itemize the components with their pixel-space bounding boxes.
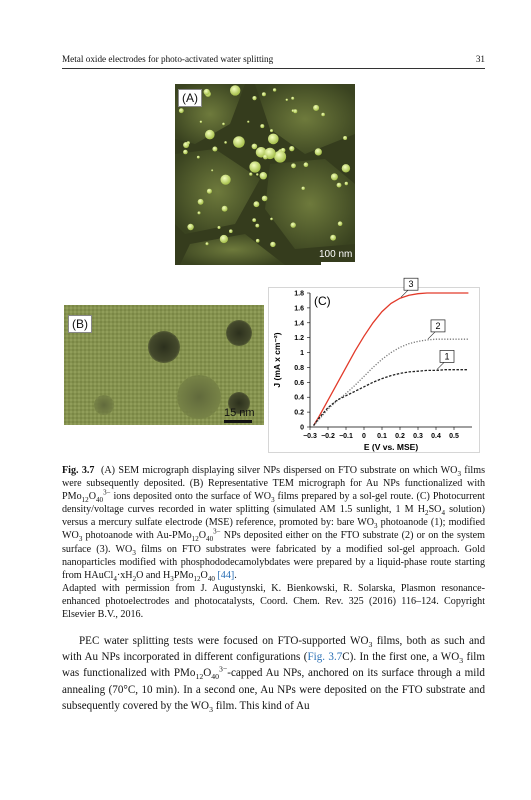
y-tick-label: 1.4 [294, 320, 304, 328]
header-rule [62, 68, 485, 69]
nanoparticle-dot [198, 199, 204, 205]
nanoparticle-dot [224, 141, 227, 144]
series-label-2: 2 [435, 320, 441, 331]
caption-text: Fig. 3.7 (A) SEM micrograph displaying silver NPs dispersed on FTO substrate on which $WO_3$ films were subsequently deposited. (B) Representative TEM micrograph for Au NPs functionalized with $PMo_{12}O_{40}^{3-}$ ions deposited onto the surface of $WO_3$ films prepared by a sol-gel route. (C) Photocurrent density/voltage curves recorded in water splitting (simulated AM 1.5 sunlight, 1 M $H_2SO_4$ solution) versus a mercury sulfate electrode (MSE) reference, promoted by: bare $WO_3$ photoanode (1); modified $WO_3$ photoanode with $Au-PMo_{12}O_{40}^{3-}$ NPs deposited either on the FTO substrate (2) or on the system surface (3). $WO_3$ films on FTO substrates were fabricated by a modified sol-gel approach. Gold nanoparticles modified with phosphododecamolybdates were prepared by a liquid-phase route starting from $HAuCl_4\cdot xH_2O$ and $H_3PMo_{12}O_{40}$ [44]. [62, 465, 486, 583]
nanoparticle-dot [211, 169, 213, 171]
x-tick-label: 0.3 [413, 433, 423, 440]
y-tick-label: 0.8 [294, 364, 304, 372]
nanoparticle-dot [315, 148, 322, 155]
nanoparticle-dot [221, 175, 231, 185]
scale-bar-b [224, 420, 252, 423]
nanoparticle-dot [302, 187, 305, 190]
nanoparticle-dot [342, 164, 350, 172]
nanoparticle-dot [273, 88, 276, 91]
body-text: PEC water splitting tests were focused on FTO-supported $WO_3$ films, both as such and with Au NPs incorporated in different configurations (Fig. 3.7C). In the first one, a $WO_3$ film was functionalized with $PMo_{12}O_{40}^{3-}$-capped Au NPs, anchored on its surface through a mild annealing (70°C, 10 min). In a second one, Au NPs were deposited on the FTO substrate and subsequently covered by the $WO_3$ film. This kind of Au [62, 635, 485, 715]
y-tick-label: 1.2 [294, 335, 304, 343]
nanoparticle-dot [222, 123, 225, 126]
nanoparticle-dot [274, 151, 286, 163]
panel-a-label: (A) [178, 89, 202, 107]
nanoparticle-dot [247, 121, 249, 123]
nanoparticle-dot [254, 201, 260, 207]
y-axis-label: J (mA x cm⁻²) [272, 332, 282, 388]
nanoparticle-dot [230, 85, 240, 95]
y-tick-label: 0.6 [294, 379, 304, 387]
nanoparticle-dot [205, 130, 215, 140]
nanoparticle-dot [270, 129, 273, 132]
scale-bar-a [321, 262, 355, 265]
nanoparticle-dot [291, 163, 296, 168]
y-tick-label: 0.4 [294, 394, 304, 402]
panel-b-label: (B) [68, 315, 92, 333]
figure-reference-link[interactable]: Fig. 3.7 [307, 651, 343, 664]
nanoparticle-dot [331, 173, 338, 180]
caption-credit: Adapted with permission from J. Augustynski, K. Bienkowski, R. Solarska, Plasmon resonance-enhanced photoelectrodes and photocatalysts, Coord. Chem. Rev. 325 (2016) 116–124. Copyright Elsevier B.V., 2016. [62, 582, 485, 621]
photocurrent-chart-svg [268, 279, 480, 453]
nanoparticle-dot [252, 96, 256, 100]
x-tick-label: −0.2 [321, 433, 335, 440]
panel-c-label: (C) [314, 294, 331, 308]
y-tick-label: 1 [300, 350, 304, 358]
nanoparticle-dot [256, 239, 260, 243]
series-label-leader [428, 332, 435, 339]
x-tick-label: 0.1 [377, 433, 387, 440]
nanoparticle-dot [212, 147, 217, 152]
nanoparticle-dot [222, 206, 228, 212]
nanoparticle-dot [338, 221, 343, 226]
nanoparticle-dot [330, 235, 336, 241]
nanoparticle-dot [321, 113, 325, 117]
nanoparticle-dot [256, 173, 258, 175]
x-tick-label: −0.3 [303, 433, 317, 440]
nanoparticle-dot [292, 109, 295, 112]
x-axis-label: E (V vs. MSE) [363, 442, 419, 452]
page-number: 31 [475, 54, 485, 64]
series-label-1: 1 [444, 351, 450, 362]
nanoparticle-dot [218, 226, 221, 229]
nanoparticle-dot [313, 105, 319, 111]
nanoparticle-dot [289, 146, 294, 151]
sem-micrograph-image [175, 84, 355, 265]
nanoparticle-dot [204, 89, 210, 95]
tem-micrograph-panel [64, 305, 264, 425]
sem-micrograph-panel [175, 84, 355, 265]
y-tick-label: 0 [300, 424, 304, 432]
nanoparticle-dot [200, 121, 202, 123]
nanoparticle-dot [263, 155, 268, 160]
nanoparticle-dot [183, 142, 189, 148]
nanoparticle-dot [207, 189, 212, 194]
nanoparticle-dot [270, 218, 273, 221]
y-tick-label: 1.8 [294, 290, 304, 298]
x-tick-label: 0 [362, 433, 366, 440]
nanoparticle-dot [206, 242, 209, 245]
x-tick-label: −0.1 [339, 433, 353, 440]
running-title: Metal oxide electrodes for photo-activated water splitting [62, 54, 274, 64]
nanoparticle-dot [291, 97, 294, 100]
nanoparticle-dot [198, 211, 201, 214]
nanoparticle-dot [233, 136, 245, 148]
nanoparticle-dot [260, 172, 267, 179]
nanoparticle-dot [337, 183, 342, 188]
nanoparticle-dot [249, 173, 252, 176]
y-tick-label: 0.2 [294, 409, 304, 417]
nanoparticle-dot [304, 162, 309, 167]
series-line-1 [314, 370, 469, 426]
nanoparticle-dot [270, 242, 275, 247]
series-label-leader [437, 362, 444, 369]
nanoparticle-dot [286, 99, 288, 101]
scale-bar-label-a: 100 nm [319, 249, 353, 260]
figure-number: Fig. 3.7 [62, 465, 95, 476]
nanoparticle-dot [187, 224, 193, 230]
photocurrent-chart [268, 279, 480, 453]
nanoparticle-dot [252, 144, 258, 150]
nanoparticle-dot [262, 92, 266, 96]
nanoparticle-dot [343, 136, 347, 140]
nanoparticle-dot [260, 124, 264, 128]
body-paragraph [62, 633, 485, 714]
nanoparticle-dot [291, 222, 296, 227]
x-tick-label: 0.5 [449, 433, 459, 440]
nanoparticle-dot [255, 224, 259, 228]
nanoparticle-dot [220, 235, 228, 243]
nanoparticle-dot [268, 134, 279, 145]
nanoparticle-dot [229, 229, 233, 233]
scale-bar-label-b: 15 nm [224, 407, 255, 419]
nanoparticle-dot [197, 156, 200, 159]
nanoparticle-dot [183, 150, 188, 155]
x-tick-label: 0.2 [395, 433, 405, 440]
x-tick-label: 0.4 [431, 433, 441, 440]
nanoparticle-dot [345, 182, 348, 185]
nanoparticle-dot [262, 196, 268, 202]
citation-link[interactable]: [44] [217, 569, 235, 581]
nanoparticle-dot [252, 218, 256, 222]
y-tick-label: 1.6 [294, 305, 304, 313]
series-label-3: 3 [408, 279, 414, 290]
nanoparticle-dot [179, 108, 184, 113]
nanoparticle-dot [249, 161, 260, 172]
running-header [62, 54, 485, 68]
figure-caption [62, 464, 485, 621]
